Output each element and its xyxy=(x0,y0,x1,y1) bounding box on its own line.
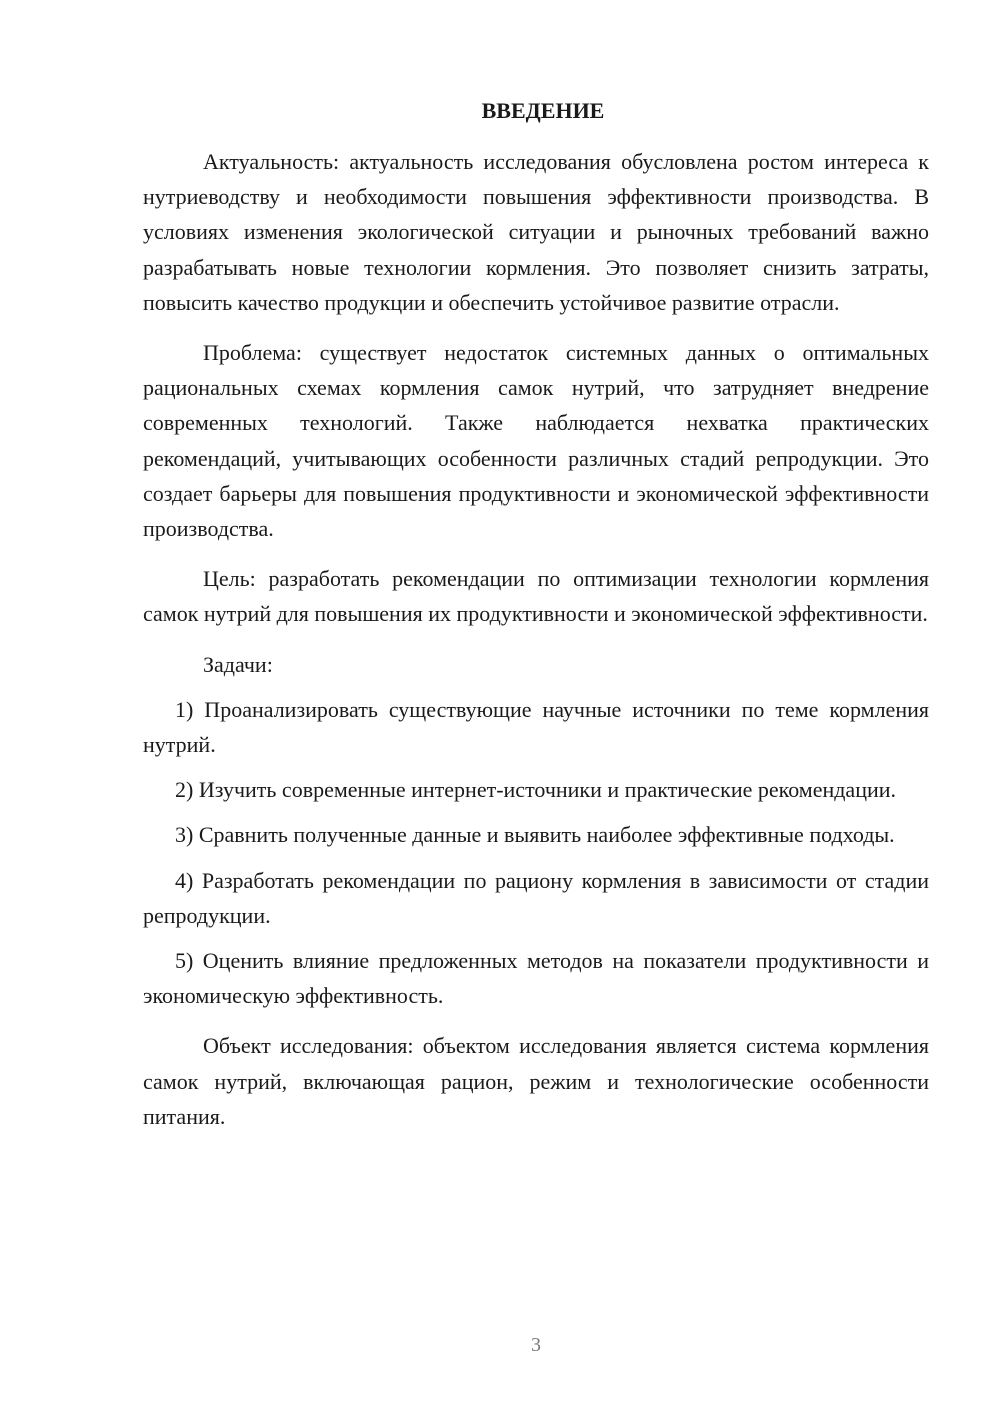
tasks-heading: Задачи: xyxy=(203,651,273,677)
task-item-4: 4) Разработать рекомендации по рациону кормления в зависимости от стадии репродукции. xyxy=(143,867,929,928)
task-list xyxy=(143,692,929,1014)
paragraph-relevance: Актуальность: актуальность исследования обусловлена ростом интереса к нутриеводству и необходимости повышения эффективности производства. В условиях изменения экологической ситуации и рыночных требований важно разрабатывать новые технологии кормления. Это позволяет снизить затраты, повысить качество продукции и обеспечить устойчивое развитие отрасли. xyxy=(143,149,929,315)
section-title: ВВЕДЕНИЕ xyxy=(481,98,605,123)
task-item-2: 2) Изучить современные интернет-источники и практические рекомендации. xyxy=(175,777,897,803)
task-item-1: 1) Проанализировать существующие научные источники по теме кормления нутрий. xyxy=(143,696,929,758)
paragraph-problem: Проблема: существует недостаток системных данных о оптимальных рациональных схемах кормления самок нутрий, что затрудняет внедрение современных технологий. Также наблюдается нехватка практических рекомендаций, учитывающих особенности различных стадий репродукции. Это создает барьеры для повышения продуктивности и экономической эффективности производства. xyxy=(143,340,929,542)
paragraph-object: Объект исследования: объектом исследования является система кормления самок нутрий, включающая рацион, режим и технологические особенности питания. xyxy=(143,1033,929,1129)
paragraph-goal: Цель: разработать рекомендации по оптимизации технологии кормления самок нутрий для повышения их продуктивности и экономической эффективности. xyxy=(143,566,929,627)
page-number: 3 xyxy=(531,1334,541,1356)
task-item-5: 5) Оценить влияние предложенных методов на показатели продуктивности и экономическую эффективность. xyxy=(143,948,929,1009)
task-item-3: 3) Сравнить полученные данные и выявить наиболее эффективные подходы. xyxy=(175,822,895,848)
document-page xyxy=(143,96,929,1134)
